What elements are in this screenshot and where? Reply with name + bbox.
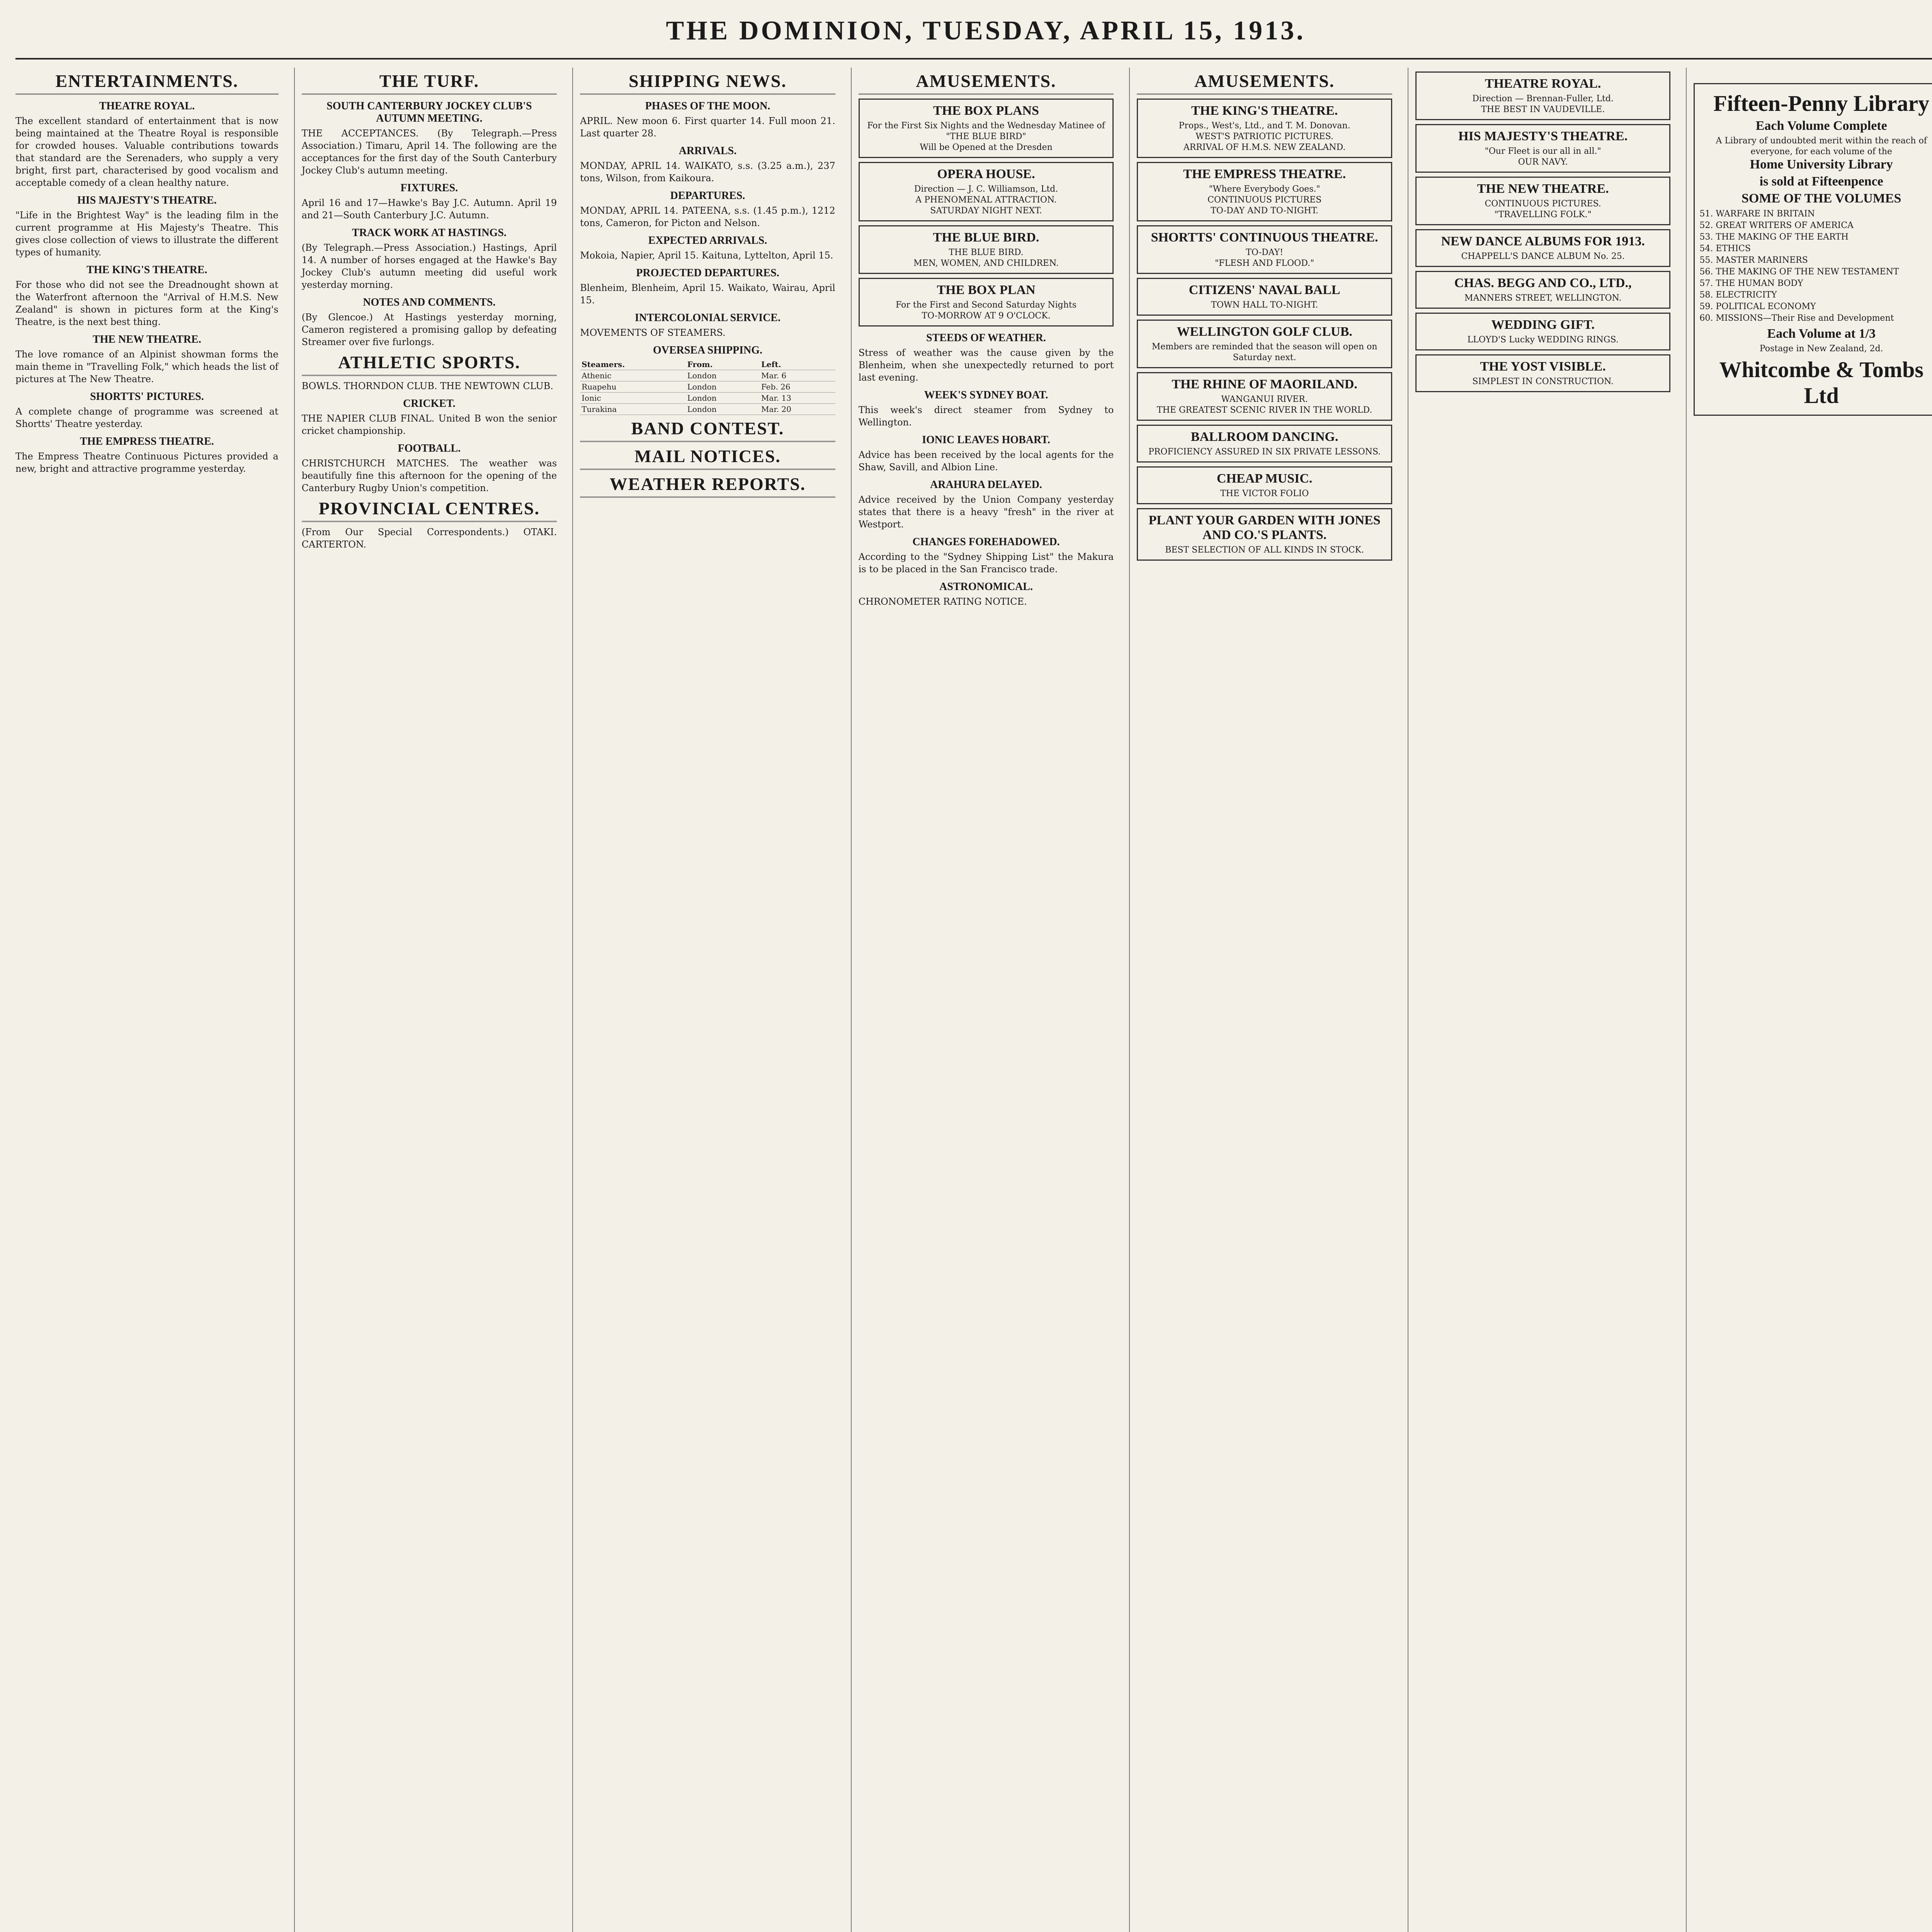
table-cell: London: [686, 381, 760, 393]
ad-line: CONTINUOUS PICTURES: [1207, 195, 1322, 205]
article: [15, 264, 279, 328]
article-text: April 16 and 17—Hawke's Bay J.C. Autumn. April 19 and 21—South Canterbury J.C. Autumn.: [301, 197, 557, 221]
article-text: (By Glencoe.) At Hastings yesterday morning, Cameron registered a promising gallop by defeating Streamer over five furlongs.: [301, 312, 557, 347]
article-text: Stress of weather was the cause given by the Blenheim, when she unexpectedly returned to port last evening.: [858, 347, 1114, 383]
article-text: "Life in the Brightest Way" is the leading film in the current programme at His Majesty's Theatre. This gives close collection of views to illustrate the different types of humanity.: [15, 210, 279, 258]
article-title: DEPARTURES.: [670, 190, 745, 202]
article-title: FIXTURES.: [400, 182, 458, 194]
ad-line: ARRIVAL OF H.M.S. NEW ZEALAND.: [1183, 143, 1346, 152]
table-row: [580, 393, 835, 404]
advertisement: [1415, 271, 1671, 309]
ad-title: THEATRE ROYAL.: [1485, 77, 1601, 91]
ad-line: PROFICIENCY ASSURED IN SIX PRIVATE LESSONS.: [1148, 447, 1381, 457]
list-item: 58. ELECTRICITY: [1699, 290, 1777, 300]
advertisement: [859, 99, 1114, 158]
ad-title: THE YOST VISIBLE.: [1480, 359, 1606, 374]
advertisement: [1137, 466, 1392, 504]
ad-line: "TRAVELLING FOLK.": [1494, 210, 1592, 219]
article-title: ARRIVALS.: [679, 145, 737, 157]
table-row: [580, 381, 835, 393]
table-cell: Feb. 26: [760, 381, 835, 393]
ad-title: CITIZENS' NAVAL BALL: [1189, 283, 1340, 297]
list-item: 56. THE MAKING OF THE NEW TESTAMENT: [1699, 267, 1899, 277]
article-text: MONDAY, APRIL 14. PATEENA, s.s. (1.45 p.m.), 1212 tons, Cameron, for Picton and Nelson.: [580, 205, 835, 228]
article-title: NOTES AND COMMENTS.: [363, 296, 496, 308]
article-text: According to the "Sydney Shipping List" the Makura is to be placed in the San Francisco trade.: [858, 551, 1114, 575]
table-cell: Mar. 13: [760, 393, 835, 404]
article: [15, 194, 279, 259]
list-item: 52. GREAT WRITERS OF AMERICA: [1699, 221, 1854, 230]
column-shipping: [572, 68, 842, 1932]
ad-title: CHAS. BEGG AND CO., LTD.,: [1454, 276, 1632, 290]
article-title: WEEK'S SYDNEY BOAT.: [924, 389, 1048, 401]
article-title: THE EMPRESS THEATRE.: [80, 435, 214, 447]
ad-title: THE BOX PLAN: [937, 283, 1036, 297]
library-advertisement: [1694, 83, 1932, 416]
article: [302, 442, 557, 494]
ad-line: CHAPPELL'S DANCE ALBUM No. 25.: [1461, 252, 1625, 261]
table-cell: Mar. 6: [760, 370, 835, 381]
ad-line: MEN, WOMEN, AND CHILDREN.: [913, 259, 1059, 268]
library-price: Each Volume at 1/3: [1767, 327, 1876, 341]
article-text: CHRONOMETER RATING NOTICE.: [858, 596, 1027, 607]
table-cell: Mar. 20: [760, 404, 835, 415]
library-postage: Postage in New Zealand, 2d.: [1759, 344, 1883, 354]
ad-line: WANGANUI RIVER.: [1221, 395, 1308, 404]
ad-title: WEDDING GIFT.: [1491, 318, 1595, 332]
advertisement: [1137, 225, 1392, 274]
book-list: [1699, 208, 1932, 324]
article-title: THEATRE ROYAL.: [99, 100, 195, 112]
ad-title: THE BLUE BIRD.: [933, 230, 1039, 245]
article: [859, 434, 1114, 473]
article-title: EXPECTED ARRIVALS.: [648, 235, 767, 247]
column-amusements-1: [851, 68, 1121, 1932]
article-title: SHORTTS' PICTURES.: [90, 391, 204, 403]
library-title: Fifteen-Penny Library: [1713, 91, 1930, 116]
article-text: BOWLS. THORNDON CLUB. THE NEWTOWN CLUB.: [301, 381, 553, 391]
advertisement: [1415, 71, 1671, 120]
article-text: Mokoia, Napier, April 15. Kaituna, Lyttelton, April 15.: [580, 250, 833, 261]
article: [15, 333, 279, 385]
ad-title: THE EMPRESS THEATRE.: [1183, 167, 1346, 181]
advertisement: [1137, 425, 1392, 463]
advertisement: [1137, 508, 1392, 561]
article-text: A complete change of programme was screened at Shortts' Theatre yesterday.: [15, 406, 279, 429]
masthead-rule: [15, 58, 1932, 60]
article: [859, 332, 1114, 384]
article-title: PROJECTED DEPARTURES.: [636, 267, 779, 279]
article-title: HIS MAJESTY'S THEATRE.: [77, 194, 217, 206]
ad-line: For the First Six Nights and the Wednesday Matinee of: [867, 121, 1105, 131]
ad-line: "Our Fleet is our all in all.": [1485, 146, 1601, 156]
ad-line: A PHENOMENAL ATTRACTION.: [915, 195, 1057, 205]
article-title: CHANGES FOREHADOWED.: [912, 536, 1060, 548]
article: [302, 100, 557, 177]
article-title: OVERSEA SHIPPING.: [653, 344, 762, 356]
article-title: FOOTBALL.: [398, 442, 461, 454]
ad-title: SHORTTS' CONTINUOUS THEATRE.: [1151, 230, 1378, 245]
table-cell: London: [686, 393, 760, 404]
article: [859, 536, 1114, 575]
list-item: 57. THE HUMAN BODY: [1699, 279, 1803, 288]
table-header: Steamers.: [580, 359, 685, 370]
article: [580, 267, 835, 306]
advertisement: [859, 162, 1114, 221]
library-list-title: SOME OF THE VOLUMES: [1742, 191, 1901, 206]
advertisement: [1137, 278, 1392, 316]
article-title: STEEDS OF WEATHER.: [926, 332, 1046, 344]
ad-line: "THE BLUE BIRD": [946, 132, 1026, 141]
column-turf: [294, 68, 564, 1932]
article: [580, 235, 835, 262]
table-row: [580, 370, 835, 381]
ad-line: Members are reminded that the season will open on Saturday next.: [1151, 342, 1378, 362]
section-heading: THE TURF.: [302, 71, 557, 95]
article-text: The excellent standard of entertainment that is now being maintained at the Theatre Royal is responsible for crowded houses. Valuable contributions towards that standard are the Serenaders, who supply a very bright, first part, characterised by good vocalism and acceptable comedy of a clean healthy nature.: [15, 116, 279, 188]
article-text: Blenheim, Blenheim, April 15. Waikato, Wairau, April 15.: [580, 282, 835, 306]
ad-title: THE BOX PLANS: [933, 104, 1039, 118]
table-cell: Ruapehu: [580, 381, 685, 393]
article-text: Advice received by the Union Company yesterday states that there is a heavy "fresh" in the river at Westport.: [858, 494, 1114, 530]
ad-line: BEST SELECTION OF ALL KINDS IN STOCK.: [1165, 545, 1364, 555]
table-cell: Turakina: [580, 404, 685, 415]
ad-line: Props., West's, Ltd., and T. M. Donovan.: [1179, 121, 1350, 131]
article: [859, 479, 1114, 531]
list-item: 54. ETHICS: [1699, 244, 1751, 253]
article-title: IONIC LEAVES HOBART.: [922, 434, 1050, 446]
article-title: THE NEW THEATRE.: [92, 333, 201, 345]
ad-line: LLOYD'S Lucky WEDDING RINGS.: [1467, 335, 1619, 345]
article: [302, 182, 557, 221]
newspaper-title: THE DOMINION, TUESDAY, APRIL 15, 1913.: [666, 16, 1306, 46]
article-title: INTERCOLONIAL SERVICE.: [634, 312, 781, 324]
advertisement: [1415, 354, 1671, 392]
article: [580, 145, 835, 184]
ad-line: For the First and Second Saturday Nights: [895, 300, 1077, 310]
ad-line: WEST'S PATRIOTIC PICTURES.: [1196, 132, 1333, 141]
article-text: This week's direct steamer from Sydney to Wellington.: [858, 405, 1114, 428]
article-title: SOUTH CANTERBURY JOCKEY CLUB'S AUTUMN MEETING.: [327, 100, 532, 124]
ad-title: THE NEW THEATRE.: [1477, 182, 1609, 196]
article-text: MOVEMENTS OF STEAMERS.: [580, 327, 726, 338]
article: [580, 190, 835, 229]
list-item: 53. THE MAKING OF THE EARTH: [1699, 232, 1849, 242]
ad-title: PLANT YOUR GARDEN WITH JONES AND CO.'S PLANTS.: [1148, 513, 1381, 542]
advertisement: [859, 225, 1114, 274]
table-header: Left.: [760, 359, 835, 370]
library-price-note: is sold at Fifteenpence: [1759, 174, 1883, 189]
article: [15, 435, 279, 475]
article-title: PHASES OF THE MOON.: [645, 100, 770, 112]
section-heading: AMUSEMENTS.: [859, 71, 1114, 95]
article: [15, 100, 279, 189]
table-header: From.: [686, 359, 760, 370]
article-title: TRACK WORK AT HASTINGS.: [352, 227, 507, 239]
library-series: Home University Library: [1750, 157, 1893, 172]
ad-line: OUR NAVY.: [1518, 157, 1568, 167]
article-title: ASTRONOMICAL.: [939, 581, 1033, 593]
column-amusements-3: [1408, 68, 1678, 1932]
advertisement: [1415, 229, 1671, 267]
table-cell: London: [686, 370, 760, 381]
ad-line: Direction — Brennan-Fuller, Ltd.: [1472, 94, 1614, 104]
section-heading: ATHLETIC SPORTS.: [302, 352, 557, 376]
section-heading: AMUSEMENTS.: [1137, 71, 1392, 95]
list-item: 59. POLITICAL ECONOMY: [1699, 302, 1816, 311]
article: [302, 498, 557, 551]
article: [302, 227, 557, 291]
article: [15, 391, 279, 430]
table-cell: London: [686, 404, 760, 415]
ad-line: THE GREATEST SCENIC RIVER IN THE WORLD.: [1156, 405, 1372, 415]
ad-line: "Where Everybody Goes.": [1209, 184, 1320, 194]
article-text: CHRISTCHURCH MATCHES. The weather was beautifully fine this afternoon for the opening of the Canterbury Rugby Union's competition.: [301, 458, 557, 493]
article-title: CRICKET.: [403, 398, 456, 410]
newspaper-columns: [15, 68, 1932, 1932]
article-text: The Empress Theatre Continuous Pictures provided a new, bright and attractive programme yesterday.: [15, 451, 279, 474]
shipping-table: [580, 359, 835, 415]
section-heading: MAIL NOTICES.: [580, 446, 835, 470]
article-text: (From Our Special Correspondents.) OTAKI. CARTERTON.: [301, 527, 557, 550]
table-cell: Ionic: [580, 393, 685, 404]
ad-line: CONTINUOUS PICTURES.: [1485, 199, 1601, 209]
article: [302, 398, 557, 437]
ad-line: SIMPLEST IN CONSTRUCTION.: [1472, 377, 1614, 386]
masthead: [0, 0, 1932, 54]
ad-title: OPERA HOUSE.: [937, 167, 1035, 181]
list-item: 51. WARFARE IN BRITAIN: [1699, 209, 1815, 219]
article-title: ARAHURA DELAYED.: [930, 479, 1042, 491]
section-heading: SHIPPING NEWS.: [580, 71, 835, 95]
ad-line: TO-MORROW AT 9 O'CLOCK.: [922, 311, 1051, 321]
ad-line: TO-DAY AND TO-NIGHT.: [1211, 206, 1319, 216]
library-blurb: A Library of undoubted merit within the reach of everyone, for each volume of the: [1716, 136, 1927, 156]
ad-line: THE BLUE BIRD.: [949, 248, 1024, 257]
article: [302, 296, 557, 348]
ad-title: NEW DANCE ALBUMS FOR 1913.: [1441, 234, 1645, 248]
ad-title: BALLROOM DANCING.: [1190, 430, 1338, 444]
ad-line: Direction — J. C. Williamson, Ltd.: [914, 184, 1058, 194]
ad-title: THE RHINE OF MAORILAND.: [1172, 377, 1357, 391]
section-heading: ENTERTAINMENTS.: [15, 71, 279, 95]
section-heading: PROVINCIAL CENTRES.: [302, 498, 557, 522]
column-entertainments: [15, 68, 286, 1932]
ad-line: "FLESH AND FLOOD.": [1215, 259, 1315, 268]
table-row: [580, 404, 835, 415]
list-item: 55. MASTER MARINERS: [1699, 255, 1808, 265]
advertisement: [1137, 162, 1392, 221]
advertisement: [1415, 177, 1671, 225]
advertisement: [859, 278, 1114, 327]
ad-line: THE BEST IN VAUDEVILLE.: [1481, 105, 1605, 114]
article-text: For those who did not see the Dreadnought shown at the Waterfront afternoon the "Arrival of H.M.S. New Zealand" is shown in pictures form at the King's Theatre, is the next best thing.: [15, 279, 279, 327]
article-text: The love romance of an Alpinist showman forms the main theme in "Travelling Folk," which heads the list of pictures at The New Theatre.: [15, 349, 279, 384]
ad-line: SATURDAY NIGHT NEXT.: [930, 206, 1042, 216]
article-text: MONDAY, APRIL 14. WAIKATO, s.s. (3.25 a.m.), 237 tons, Wilson, from Kaikoura.: [580, 160, 835, 184]
article: [302, 352, 557, 392]
article-text: THE ACCEPTANCES. (By Telegraph.—Press Association.) Timaru, April 14. The following are the acceptances for the first day of the South Canterbury Jockey Club's autumn meeting.: [301, 128, 557, 176]
ad-line: TO-DAY!: [1246, 248, 1284, 257]
ad-line: MANNERS STREET, WELLINGTON.: [1464, 293, 1622, 303]
ad-title: CHEAP MUSIC.: [1216, 471, 1313, 486]
article: [859, 389, 1114, 429]
article: [859, 581, 1114, 608]
advertisement: [1415, 124, 1671, 173]
article-text: Advice has been received by the local agents for the Shaw, Savill, and Albion Line.: [858, 449, 1114, 473]
column-library-ad: [1686, 68, 1932, 1932]
list-item: 60. MISSIONS—Their Rise and Development: [1699, 313, 1894, 323]
oversea-shipping: [580, 344, 835, 415]
publisher-brand: Whitcombe & Tombs Ltd: [1719, 357, 1923, 408]
article-text: (By Telegraph.—Press Association.) Hastings, April 14. A number of horses engaged at the Hawke's Bay Jockey Club's autumn meeting did useful work yesterday morning.: [301, 242, 557, 290]
ad-title: WELLINGTON GOLF CLUB.: [1177, 325, 1352, 339]
advertisement: [1137, 99, 1392, 158]
section-heading: BAND CONTEST.: [580, 418, 835, 442]
table-header-row: [580, 359, 835, 370]
article-title: THE KING'S THEATRE.: [87, 264, 207, 276]
advertisement: [1137, 320, 1392, 368]
section-heading: WEATHER REPORTS.: [580, 474, 835, 498]
article: [580, 312, 835, 339]
article: [580, 100, 835, 139]
advertisement: [1415, 313, 1671, 350]
ad-title: HIS MAJESTY'S THEATRE.: [1458, 129, 1628, 143]
ad-line: TOWN HALL TO-NIGHT.: [1211, 300, 1318, 310]
table-cell: Athenic: [580, 370, 685, 381]
ad-title: THE KING'S THEATRE.: [1191, 104, 1338, 118]
article-text: APRIL. New moon 6. First quarter 14. Full moon 21. Last quarter 28.: [580, 116, 835, 139]
advertisement: [1137, 372, 1392, 421]
column-amusements-2: [1129, 68, 1399, 1932]
ad-line: THE VICTOR FOLIO: [1220, 489, 1309, 498]
ad-line: Will be Opened at the Dresden: [920, 143, 1053, 152]
article-text: THE NAPIER CLUB FINAL. United B won the senior cricket championship.: [301, 413, 557, 436]
library-subtitle: Each Volume Complete: [1755, 119, 1887, 133]
